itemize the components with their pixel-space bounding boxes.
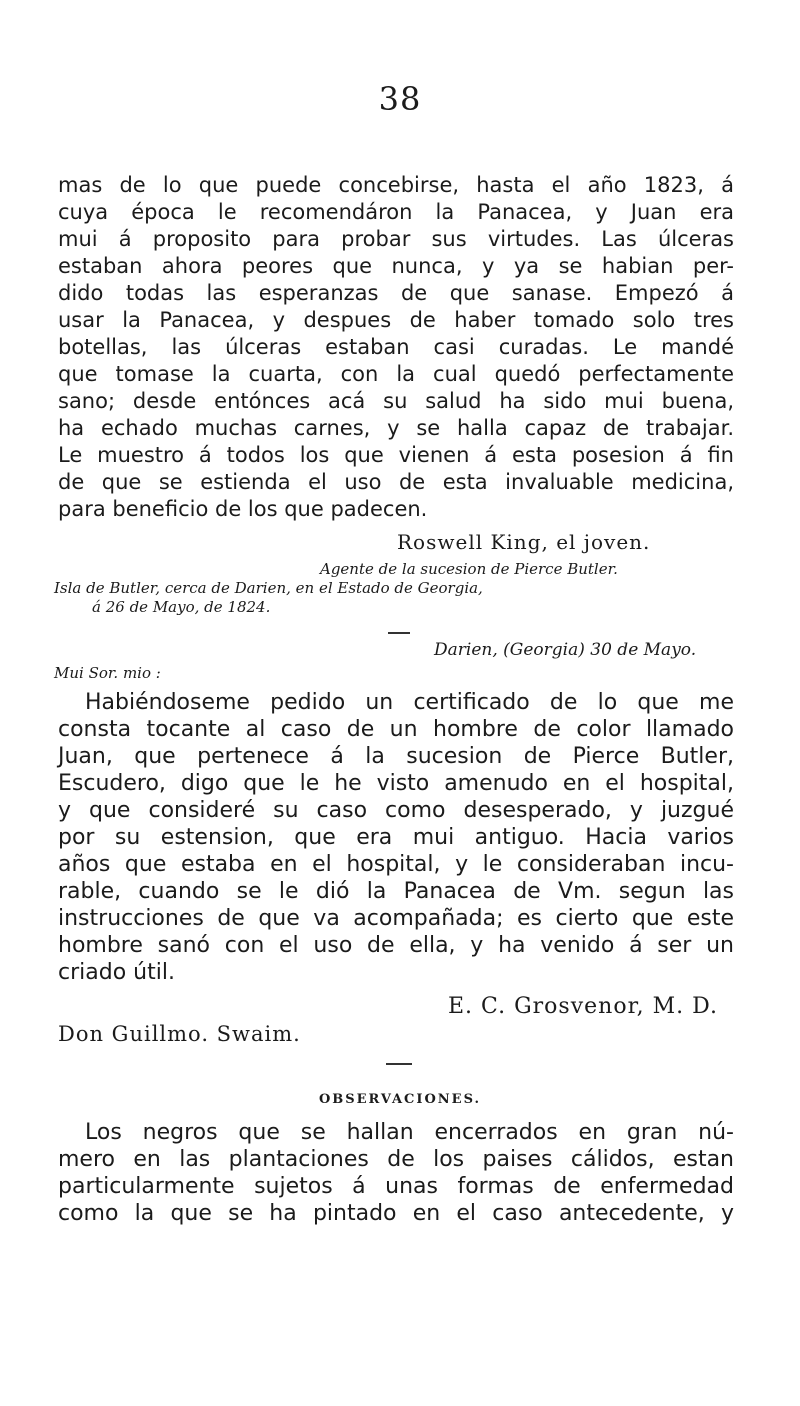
separator-rule: [386, 1063, 412, 1065]
signature-place: Isla de Butler, cerca de Darien, en el Estado de Georgia,: [54, 579, 483, 597]
signature-roswell-king: Roswell King, el joven.: [397, 530, 651, 554]
text-line: instrucciones de que va acompañada; es cierto que este: [58, 906, 734, 931]
text-line: consta tocante al caso de un hombre de color llamado: [58, 717, 734, 742]
text-line: como la que se ha pintado en el caso antecedente, y: [58, 1201, 734, 1226]
text-line: de que se estienda el uso de esta invaluable medicina,: [58, 470, 734, 494]
text-line: particularmente sujetos á unas formas de enfermedad: [58, 1174, 734, 1199]
text-line: para beneficio de los que padecen.: [58, 497, 428, 521]
text-line: hombre sanó con el uso de ella, y ha venido á ser un: [58, 933, 734, 958]
text-line: años que estaba en el hospital, y le consideraban incu-: [58, 852, 734, 877]
text-line: sano; desde entónces acá su salud ha sido mui buena,: [58, 389, 734, 413]
signature-date: á 26 de Mayo, de 1824.: [92, 598, 271, 616]
text-line: que tomase la cuarta, con la cual quedó perfectamente: [58, 362, 734, 386]
text-line: Le muestro á todos los que vienen á esta posesion á fin: [58, 443, 734, 467]
text-line: rable, cuando se le dió la Panacea de Vm. segun las: [58, 879, 734, 904]
text-line: Juan, que pertenece á la sucesion de Pierce Butler,: [58, 744, 734, 769]
text-line: Los negros que se hallan encerrados en gran nú-: [85, 1120, 734, 1145]
text-line: ha echado muchas carnes, y se halla capaz de trabajar.: [58, 416, 734, 440]
salutation: Mui Sor. mio :: [54, 664, 161, 682]
text-line: dido todas las esperanzas de que sanase. Empezó á: [58, 281, 734, 305]
text-line: cuya época le recomendáron la Panacea, y Juan era: [58, 200, 734, 224]
text-line: por su estension, que era mui antiguo. Hacia varios: [58, 825, 734, 850]
text-line: Escudero, digo que le he visto amenudo en el hospital,: [58, 771, 734, 796]
text-line: mero en las plantaciones de los paises cálidos, estan: [58, 1147, 734, 1172]
signature-role: Agente de la sucesion de Pierce Butler.: [320, 560, 618, 578]
page-number: 38: [378, 80, 422, 118]
addressee: Don Guillmo. Swaim.: [58, 1022, 301, 1046]
text-line: botellas, las úlceras estaban casi curadas. Le mandé: [58, 335, 734, 359]
text-line: Habiéndoseme pedido un certificado de lo que me: [85, 690, 734, 715]
text-line: criado útil.: [58, 960, 175, 985]
observations-heading: OBSERVACIONES.: [318, 1092, 482, 1107]
text-line: mas de lo que puede concebirse, hasta el año 1823, á: [58, 173, 734, 197]
text-line: mui á proposito para probar sus virtudes. Las úlceras: [58, 227, 734, 251]
separator-rule: [388, 632, 410, 634]
signature-grosvenor: E. C. Grosvenor, M. D.: [448, 994, 719, 1019]
dateline: Darien, (Georgia) 30 de Mayo.: [434, 640, 697, 660]
text-line: usar la Panacea, y despues de haber tomado solo tres: [58, 308, 734, 332]
text-line: y que consideré su caso como desesperado, y juzgué: [58, 798, 734, 823]
text-line: estaban ahora peores que nunca, y ya se habian per-: [58, 254, 734, 278]
